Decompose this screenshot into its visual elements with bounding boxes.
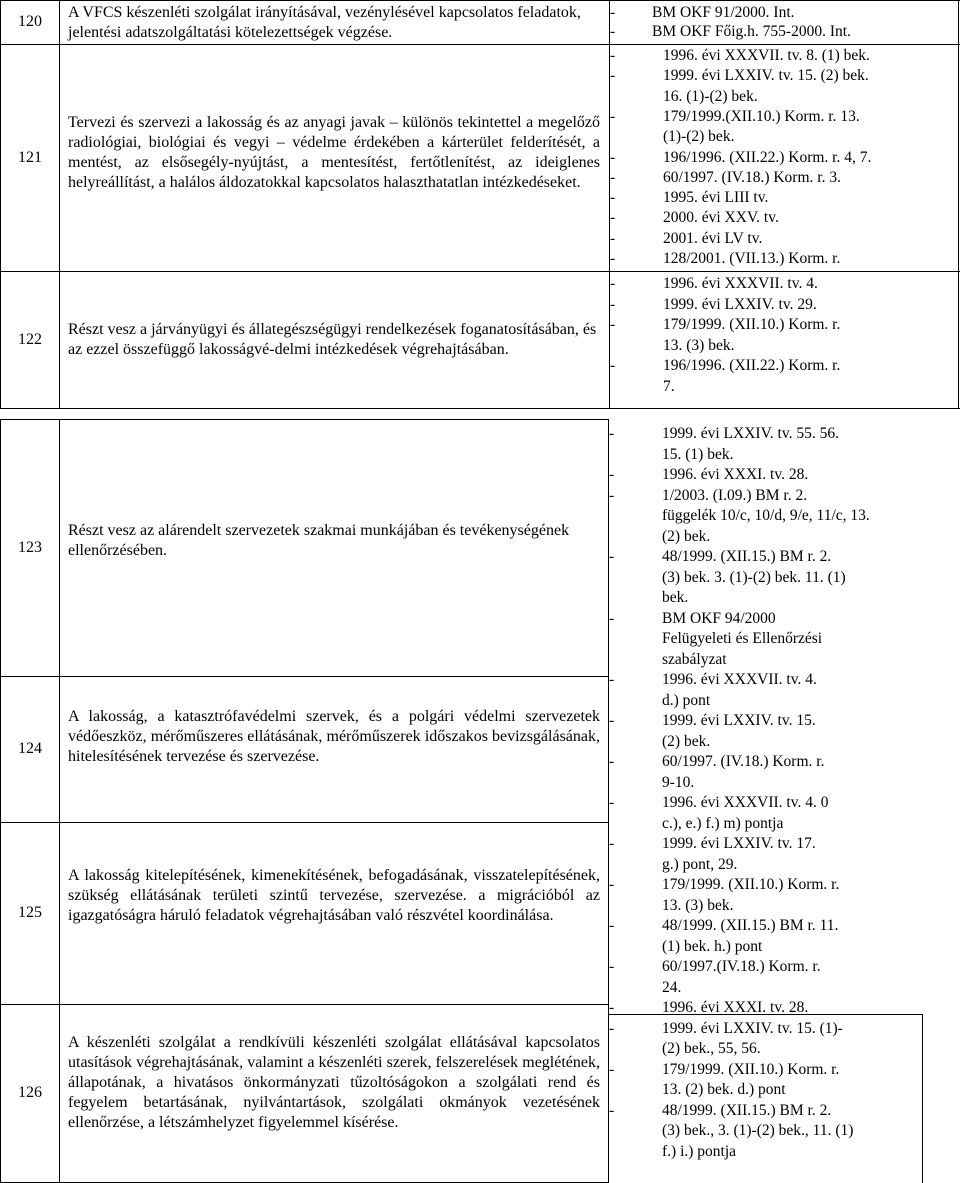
reference-text: d.) pont bbox=[662, 691, 711, 709]
reference-text: 1996. évi XXXI. tv. 28. bbox=[662, 466, 809, 483]
description-text: A lakosság, a katasztrófavédelmi szervek, és a polgári védelmi szervezetek védőeszköz, mérőműszeres ellátásának, mérőműszerek időszakos bevizsgálásának, hitelesítésének tervezése és szervezése. bbox=[68, 708, 600, 765]
reference-text: függelék 10/c, 10/d, 9/e, 11/c, 13. bbox=[662, 507, 870, 524]
reference-text: (1)-(2) bek. bbox=[663, 128, 735, 146]
reference-text: 24. bbox=[662, 978, 682, 996]
reference-dash: - bbox=[610, 357, 616, 374]
reference-dash: - bbox=[609, 486, 615, 504]
description-text: A készenléti szolgálat a rendkívüli készenléti szolgálat ellátásával kapcsolatos utasítások végrehajtásának, valamint a készenléti szerek, felszerelések meglétének, állapotának, a hivatásos önkormányzati tűzoltóságokon a szolgálati rend és fegyelem betartásának, nyilvántartások, szolgálati okmányok vezetésének ellenőrzése, a létszámhelyzet figyelemmel kísérése. bbox=[68, 1034, 600, 1131]
reference-text: (3) bek. 3. (1)-(2) bek. 11. (1) bbox=[662, 568, 846, 586]
reference-dash: - bbox=[609, 917, 615, 934]
row-references: - BM OKF 91/2000. Int. - BM OKF Főig.h. 755-2000. Int. bbox=[609, 0, 959, 44]
reference-text: 1999. évi LXXIV. tv. 15. (1)- bbox=[662, 1019, 843, 1037]
reference-text: 1996. évi XXXI. tv. 28. bbox=[662, 999, 809, 1016]
reference-text: (3) bek., 3. (1)-(2) bek., 11. (1) bbox=[662, 1122, 854, 1139]
reference-text: c.), e.) f.) m) pontja bbox=[662, 814, 784, 832]
reference-dash: - bbox=[610, 275, 616, 292]
reference-text: bek. bbox=[662, 589, 689, 606]
reference-text: 13. (3) bek. bbox=[662, 896, 734, 914]
reference-dash: - bbox=[610, 295, 616, 313]
row-border-bottom bbox=[0, 408, 960, 409]
reference-text: (2) bek., 55, 56. bbox=[662, 1040, 761, 1057]
reference-text: 128/2001. (VII.13.) Korm. r. bbox=[663, 250, 841, 267]
reference-text: szabályzat bbox=[662, 650, 727, 668]
row-number: 121 bbox=[0, 44, 60, 271]
reference-dash: - bbox=[609, 548, 615, 565]
reference-text: 179/1999.(XII.10.) Korm. r. 13. bbox=[663, 107, 860, 125]
reference-dash: - bbox=[610, 209, 616, 227]
reference-dash: - bbox=[609, 835, 615, 852]
reference-text: 60/1997.(IV.18.) Korm. r. bbox=[662, 958, 821, 975]
reference-text: 48/1999. (XII.15.) BM r. 2. bbox=[662, 1101, 832, 1119]
row-separator bbox=[0, 676, 609, 677]
reference-text: 13. (3) bek. bbox=[663, 336, 735, 354]
row-number: 124 bbox=[18, 740, 42, 757]
reference-text: 1/2003. (I.09.) BM r. 2. bbox=[662, 486, 808, 504]
reference-text: 196/1996. (XII.22.) Korm. r. 4, 7. bbox=[663, 148, 872, 166]
reference-text: 1996. évi XXXVII. tv. 4. bbox=[662, 671, 817, 688]
reference-text: 60/1997. (IV.18.) Korm. r. bbox=[662, 753, 825, 770]
reference-text: 15. (1) bek. bbox=[662, 445, 734, 463]
row-number: 123 bbox=[18, 538, 42, 556]
reference-text: BM OKF 94/2000 bbox=[662, 609, 776, 627]
reference-text: 13. (2) bek. d.) pont bbox=[662, 1081, 786, 1098]
section-references bbox=[609, 419, 959, 1183]
reference-text: (2) bek. bbox=[662, 527, 711, 545]
reference-text: 1999. évi LXXIV. tv. 17. bbox=[662, 835, 816, 852]
reference-text: 2001. évi LV tv. bbox=[663, 229, 763, 247]
table-row-122 bbox=[0, 271, 960, 409]
reference-text: Felügyeleti és Ellenőrzési bbox=[662, 630, 823, 647]
row-number: 125 bbox=[18, 904, 42, 921]
description-text: Részt vesz a járványügyi és állategészségügyi rendelkezések foganatosításában, és az ezzel összefüggő lakosságvé-delmi intézkedések végrehajtásában. bbox=[68, 321, 597, 358]
reference-dash: - bbox=[609, 876, 615, 893]
description-text: Tervezi és szervezi a lakosság és az anyagi javak – különös tekintettel a megelőző radiológiai, biológiai és vegyi – védelme érdekében a kárterület felderítését, a mentést, az elsősegély-nyújtást, a mentesítést, fertőtlenítést, az ideiglenes helyreállítást, a halálos áldozatokkal kapcsolatos halaszthatatlan intézkedéseket. bbox=[68, 114, 600, 191]
row-description bbox=[60, 271, 609, 409]
reference-text: 179/1999. (XII.10.) Korm. r. bbox=[663, 316, 841, 333]
row-separator bbox=[0, 1004, 609, 1005]
reference-text: 1995. évi LIII tv. bbox=[663, 189, 769, 207]
reference-text: 9-10. bbox=[662, 773, 695, 791]
reference-text: 48/1999. (XII.15.) BM r. 2. bbox=[662, 548, 832, 565]
reference-text: f.) i.) pontja bbox=[662, 1142, 737, 1160]
reference-text: 179/1999. (XII.10.) Korm. r. bbox=[662, 876, 840, 893]
reference-text: 1999. évi LXXIV. tv. 29. bbox=[663, 295, 817, 313]
reference-dash: - bbox=[609, 671, 615, 688]
reference-dash: - bbox=[609, 958, 615, 975]
reference-dash: - bbox=[610, 168, 616, 186]
reference-dash: - bbox=[609, 753, 615, 770]
row-description bbox=[60, 44, 609, 271]
reference-dash: - bbox=[610, 67, 616, 85]
row-separator bbox=[0, 822, 609, 823]
reference-text: 1996. évi XXXVII. tv. 4. bbox=[663, 275, 818, 292]
reference-dash: - bbox=[609, 1060, 615, 1078]
row-number: 122 bbox=[0, 271, 60, 409]
reference-text: 2000. évi XXV. tv. bbox=[663, 209, 779, 227]
reference-text: 7. bbox=[663, 377, 675, 395]
reference-dash: - bbox=[609, 794, 615, 811]
table-section-2 bbox=[0, 419, 960, 1183]
reference-text: 196/1996. (XII.22.) Korm. r. bbox=[663, 357, 841, 374]
row-number: 120 bbox=[0, 0, 60, 44]
reference-dash: - bbox=[609, 609, 615, 627]
reference-dash: - bbox=[609, 999, 615, 1016]
reference-text: 48/1999. (XII.15.) BM r. 11. bbox=[662, 917, 839, 934]
reference-dash: - bbox=[609, 712, 615, 729]
section-border-top bbox=[0, 419, 609, 420]
description-text: A VFCS készenléti szolgálat irányításával, vezénylésével kapcsolatos feladatok, jelentési adatszolgáltatási kötelezettségek végzése. bbox=[68, 4, 581, 41]
reference-text: (1) bek. h.) pont bbox=[662, 937, 763, 955]
reference-text: 1996. évi XXXVII. tv. 4. 0 bbox=[662, 794, 829, 811]
reference-dash: - bbox=[610, 148, 616, 166]
reference-dash: - bbox=[609, 1019, 615, 1037]
reference-dash: - bbox=[609, 425, 615, 442]
reference-dash: - bbox=[610, 316, 616, 333]
reference-dash: - bbox=[610, 250, 616, 267]
reference-dash: - bbox=[609, 466, 615, 483]
reference-dash: - bbox=[610, 229, 616, 247]
row-description bbox=[60, 0, 609, 44]
row-number: 126 bbox=[18, 1084, 42, 1101]
reference-text: 1999. évi LXXIV. tv. 55. 56. bbox=[662, 425, 839, 442]
description-text: A lakosság kitelepítésének, kimenekítésének, befogadásának, visszatelepítésének, szükség ellátásának területi szintű tervezése, szervezése. a migrációból az igazgatóságra háruló feladatok végrehajtásában való részvétel koordinálása. bbox=[68, 867, 600, 924]
reference-text: 179/1999. (XII.10.) Korm. r. bbox=[662, 1060, 840, 1078]
table-row-120 bbox=[0, 0, 960, 44]
reference-dash: - bbox=[610, 47, 616, 64]
table-row-121 bbox=[0, 44, 960, 271]
reference-text: 1999. évi LXXIV. tv. 15. bbox=[662, 712, 816, 729]
reference-dash: - bbox=[610, 189, 616, 207]
row-references bbox=[609, 271, 959, 409]
reference-text: 1999. évi LXXIV. tv. 15. (2) bek. bbox=[663, 67, 869, 85]
description-text: Részt vesz az alárendelt szervezetek szakmai munkájában és tevékenységének ellenőrzésében. bbox=[68, 522, 570, 559]
row-references bbox=[609, 44, 959, 271]
reference-dash: - bbox=[609, 1101, 615, 1119]
reference-text: 16. (1)-(2) bek. bbox=[663, 87, 758, 105]
reference-text: 1996. évi XXXVII. tv. 8. (1) bek. bbox=[663, 47, 870, 64]
reference-dash: - bbox=[610, 107, 616, 125]
reference-text: (2) bek. bbox=[662, 732, 711, 750]
reference-text: 60/1997. (IV.18.) Korm. r. 3. bbox=[663, 168, 841, 186]
reference-text: g.) pont, 29. bbox=[662, 855, 738, 873]
